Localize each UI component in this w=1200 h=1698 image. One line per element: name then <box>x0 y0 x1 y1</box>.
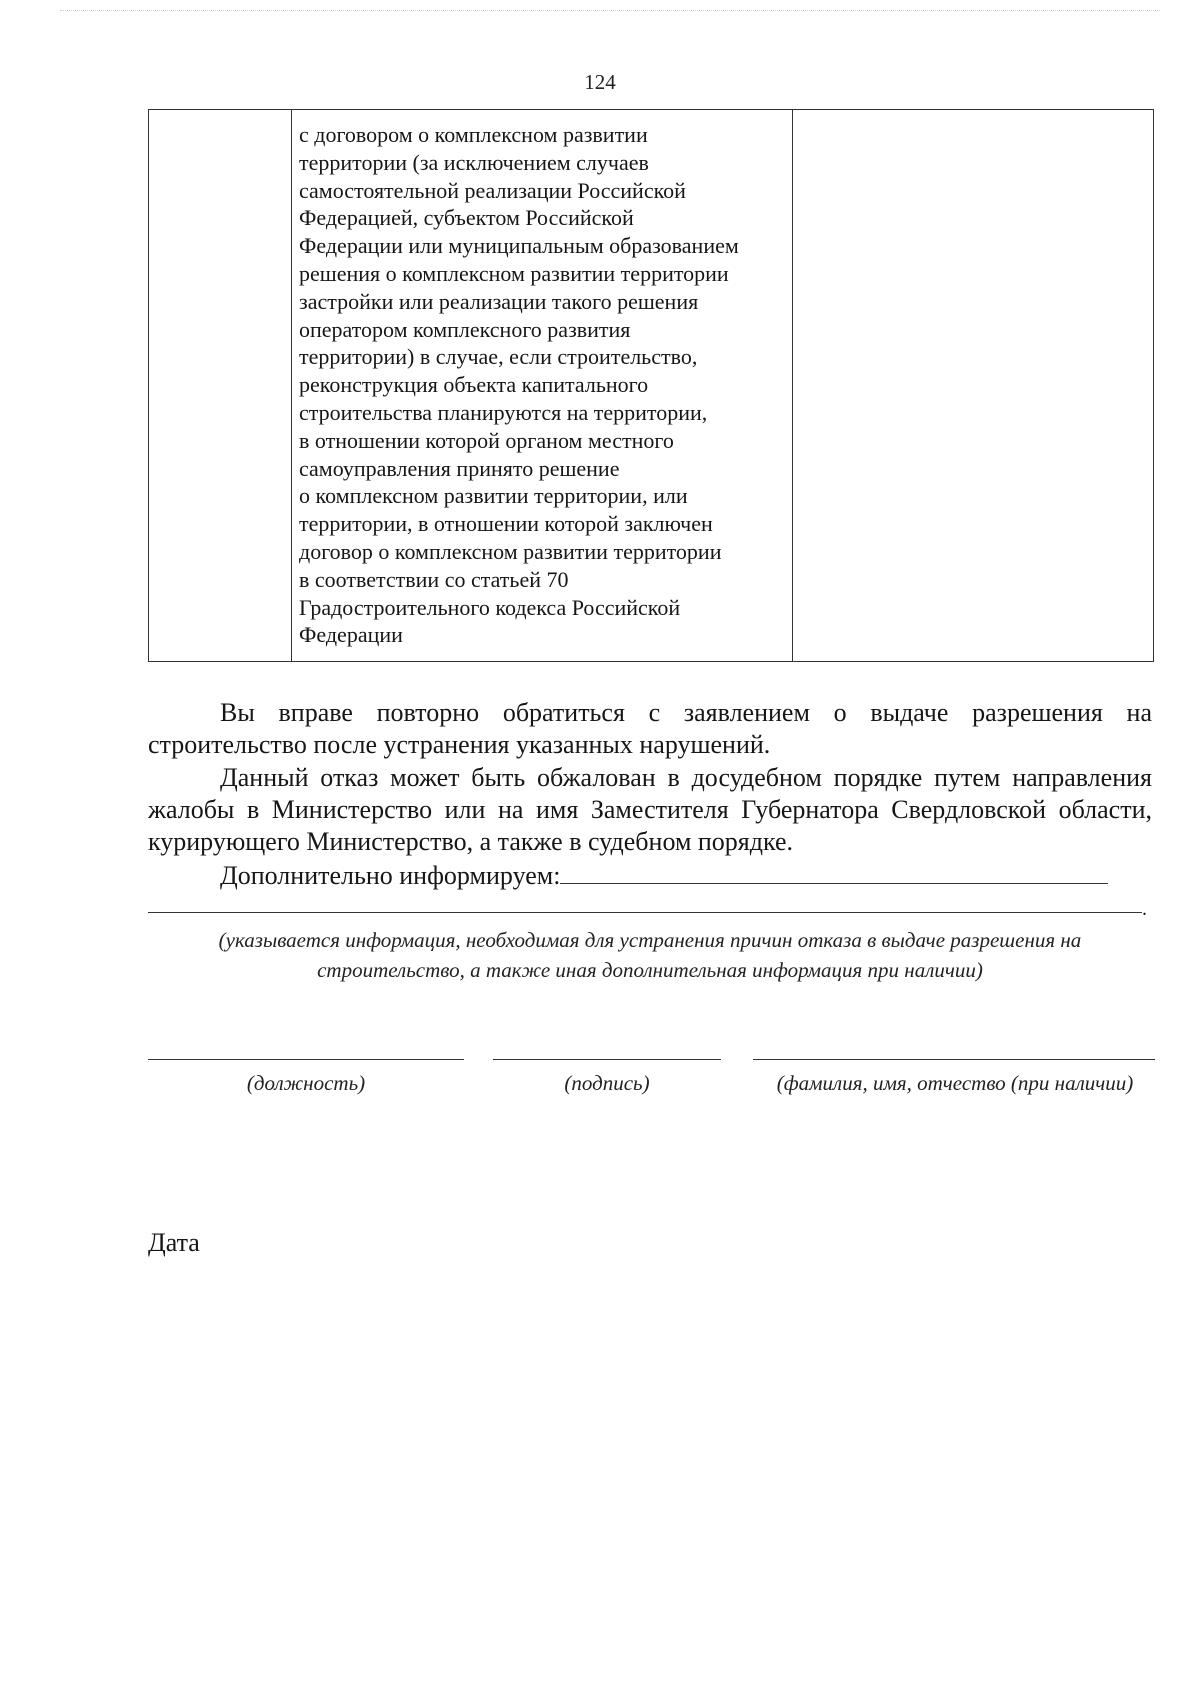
additional-info-blank-line <box>148 912 1142 913</box>
additional-info-note: (указывается информация, необходимая для устранения причин отказа в выдаче разрешения на строительство, а также иная дополнительная информация при наличии) <box>218 928 1082 982</box>
scan-artifact <box>60 10 1160 15</box>
paragraph-appeal: Данный отказ может быть обжалован в досудебном порядке путем направления жалобы в Министерство или на имя Заместителя Губернатора Свердловской области, курирующего Министерство, а также в судебном порядке. <box>148 763 1152 856</box>
table-column-divider <box>291 110 292 661</box>
paragraph-additional-info <box>148 860 1152 892</box>
additional-info-label: Дополнительно информируем: <box>220 861 561 890</box>
paragraph-reapply: Вы вправе повторно обратиться с заявлением о выдаче разрешения на строительство после устранения указанных нарушений. <box>148 698 1152 759</box>
table-column-divider <box>792 110 793 661</box>
page-number: 124 <box>584 70 616 94</box>
signature-label: (подпись) <box>564 1071 650 1095</box>
table-cell-reason-text: с договором о комплексном развитии территории (за исключением случаев самостоятельной реализации Российской Федерацией, субъектом Российской Федерации или муниципальным образованием решения о комплексном развитии территории застройки или реализации такого решения оператором комплексного развития территории) в случае, если строительство, реконструкция объекта капитального строительства планируются на территории, в отношении которой органом местного самоуправления принято решение о комплексном развитии территории, или территории, в отношении которой заключен договор о комплексном развитии территории в соответствии со статьей 70 Градостроительного кодекса Российской Федерации <box>299 122 739 648</box>
signature-blank <box>493 1059 721 1060</box>
full-name-label: (фамилия, имя, отчество (при наличии) <box>776 1071 1134 1095</box>
position-blank <box>148 1059 464 1060</box>
refusal-reasons-table <box>148 109 1154 662</box>
position-label: (должность) <box>246 1071 366 1095</box>
date-label: Дата <box>148 1228 200 1257</box>
additional-info-blank <box>560 863 1108 884</box>
blank-line-period: . <box>1142 898 1147 920</box>
full-name-blank <box>753 1059 1155 1060</box>
